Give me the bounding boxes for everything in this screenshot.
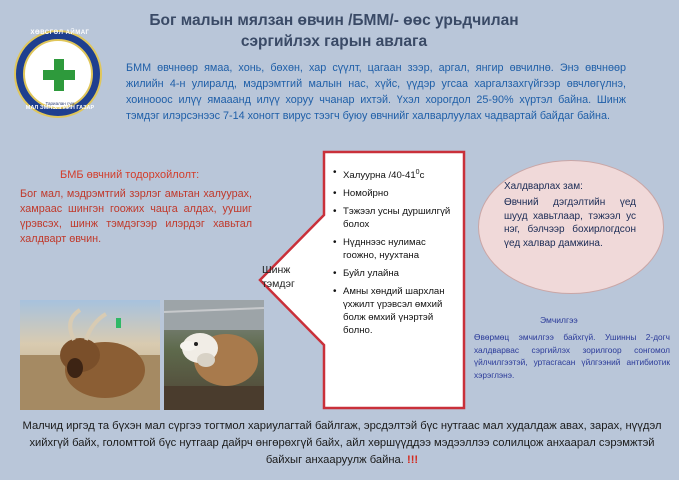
organization-logo [14,30,102,118]
symptom-item: • Номойрно [333,187,461,200]
transmission-heading: Халдварлах зам: [504,181,583,192]
goat-illustration-right [164,300,264,410]
symptom-fever-prefix: Халуурна /40-41 [343,170,416,182]
goat-photo-left [20,300,160,410]
advice-exclamation: !!! [406,454,419,466]
symptom-item: • Нүдннээс нулимас гоожно, нуухтана [333,236,461,262]
treatment-body: Өвөрмөц эмчилгээ байхгүй. Ушинны 2-догч халдварвас сэргийлэх зорилгоор сонгомол үйлчилгээтэй, уртасгасан үйлгээний антибиотик хэрэглэнэ. [474,332,670,380]
intro-paragraph: БММ өвчнөөр ямаа, хонь, бөхөн, хар сүүлт, цагаан зээр, аргал, янгир өвчилнө. Энэ өвчнөөр жилийн 4-н улиралд, мэдрэмтгий малын нас, хүйс, үүдэр угсаа харгалзахгүйгээр өвчлөгүлнэ, хоинооос илүү ямааанд илүү хоруу ччанар ихтэй. Үхэл хорогдол 25-90% хүртэл байна. Шинж тэмдэг илэрсэнээс 7-14 хоногт вирус тээгч буюу өвчнийг халварлуулах чадвартай байдаг байна. [126,62,626,122]
logo-arc-top: ХӨВСГӨЛ АЙМАГ [30,30,90,36]
symptom-list [333,166,461,342]
symptom-fever-sup: 0 [415,169,420,176]
symptom-item [333,166,461,182]
advice-body: Малчид иргэд та бүхэн мал сүргээ тогтмол хариулагтай байлгаж, эрсдэлтэй бүс нутгаас мал худалдаж авах, зарах, нүүдэл хийхгүй байх, голомттой бүс нутгаар дайрч өнгөрөхгүй байх, айл хөршүүддээ мэдээллээ солилцож анхаарал сэрэмжтэй байхыг анхааруулж байна. [22,420,662,466]
signs-label: Шинж тэмдэг [262,264,295,290]
logo-arc-bottom: МАЛ ЭМНЭЛГИЙН ГАЗАР [25,105,95,111]
definition-heading: БМБ өвчний тодорхойлолт: [60,169,200,181]
transmission-body: Өвчний дэгдэлтийн үед шууд хавьтлаар, тэжээл ус нэг, бэлчээр бохирлогдсон үед халвар дамжина. [504,197,636,249]
goat-illustration-left [20,300,160,410]
goat-photo-right [164,300,264,410]
treatment-heading: Эмчилгээ [540,315,578,325]
logo-caption: Тариалан сум [45,101,75,106]
symptom-item: • Амны хөндий шархлан үхжилт үрэвсэл өмхий болж өмхий үнэртэй болно. [333,285,461,337]
symptom-item: • Тэжээл усны дуршилгүй болох [333,205,461,231]
advice-text [22,418,662,469]
page-title: Бог малын мялзан өвчин /БММ/- өөс урьдчилан сэргийлэх гарын авлага [149,12,519,50]
definition-body: Бог мал, мэдрэмтгий зэрлэг амьтан халуурах, хамраас шингэн гоожих чацга алдах, уушиг үрэвсэх, шинж тэмдэгээр илэрдэг хавьтал халдварт өвчин. [20,188,252,245]
symptom-fever-suffix: с [419,170,425,182]
cross-icon-horizontal [43,70,75,80]
symptom-item: • Буйл улайна [333,267,461,280]
logo-inner-ring [23,39,93,109]
